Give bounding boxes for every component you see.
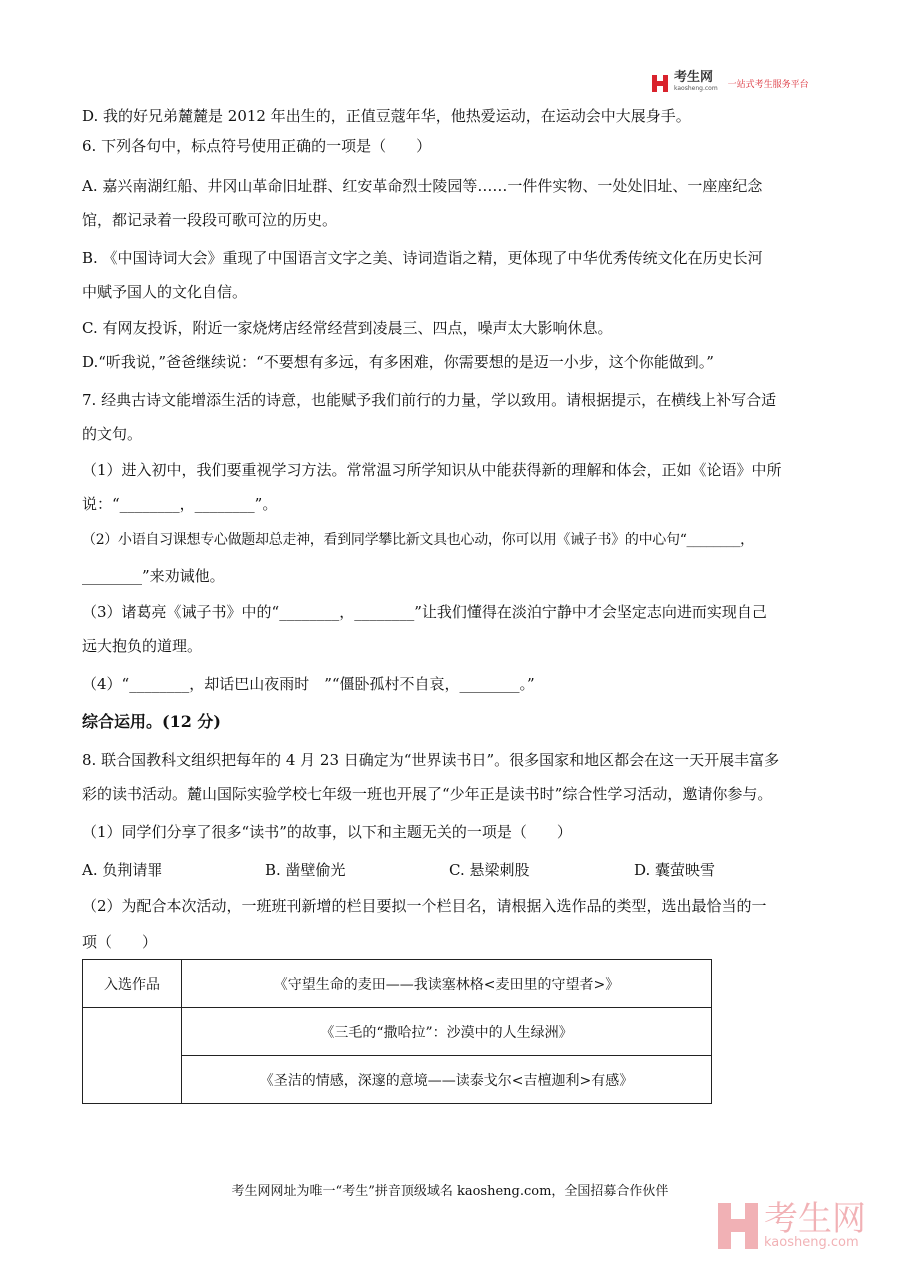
table-row bbox=[83, 1008, 712, 1056]
table-cell: 《守望生命的麦田——我读塞林格<麦田里的守望者>》 bbox=[182, 960, 712, 1008]
table-cell: 《三毛的“撒哈拉”：沙漠中的人生绿洲》 bbox=[182, 1008, 712, 1056]
q7-part2: （2）小语自习课想专心做题却总走神，看到同学攀比新文具也心动，你可以用《诫子书》的中心句“________， bbox=[82, 532, 754, 548]
section-heading: 综合运用。(12 分) bbox=[82, 712, 221, 731]
q8-option-a: A. 负荆请罪 bbox=[82, 861, 163, 879]
table-empty-cell bbox=[83, 1008, 182, 1104]
q8-option-d: D. 囊萤映雪 bbox=[634, 861, 716, 879]
table-cell: 《圣洁的情感，深邃的意境——读泰戈尔<吉檀迦利>有感》 bbox=[182, 1056, 712, 1104]
q6-option-b: B. 《中国诗词大会》重现了中国语言文字之美、诗词造诣之精，更体现了中华优秀传统文化在历史长河 bbox=[82, 249, 763, 267]
q7-part4: （4）“________，却话巴山夜雨时 ”“僵卧孤村不自哀，________。” bbox=[82, 675, 535, 693]
table-row bbox=[83, 960, 712, 1008]
q8-option-b: B. 凿壁偷光 bbox=[265, 861, 346, 879]
kaosheng-logo-icon bbox=[652, 75, 668, 92]
q7-stem-cont: 的文句。 bbox=[82, 425, 143, 443]
page-footer: 考生网网址为唯一“考生”拼音顶级域名 kaosheng.com，全国招募合作伙伴 bbox=[231, 1184, 669, 1199]
header-logo bbox=[652, 72, 809, 94]
q8-stem: 8. 联合国教科文组织把每年的 4 月 23 日确定为“世界读书日”。很多国家和地区都会在这一天开展丰富多 bbox=[82, 751, 780, 769]
q7-part1: （1）进入初中，我们要重视学习方法。常常温习所学知识从中能获得新的理解和体会，正如《论语》中所 bbox=[82, 461, 782, 479]
q6-stem: 6. 下列各句中，标点符号使用正确的一项是（ ） bbox=[82, 137, 432, 155]
q7-part2-cont: ________”来劝诫他。 bbox=[82, 567, 225, 585]
q7-part3: （3）诸葛亮《诫子书》中的“________，________”让我们懂得在淡泊宁静中才会坚定志向进而实现自己 bbox=[82, 603, 767, 621]
q8-part1: （1）同学们分享了很多“读书”的故事，以下和主题无关的一项是（ ） bbox=[82, 823, 572, 841]
q8-stem-cont: 彩的读书活动。麓山国际实验学校七年级一班也开展了“少年正是读书时”综合性学习活动，邀请你参与。 bbox=[82, 785, 773, 803]
logo-slogan: 一站式考生服务平台 bbox=[727, 79, 809, 90]
table-header-cell: 入选作品 bbox=[83, 960, 182, 1008]
kaosheng-watermark-icon bbox=[718, 1203, 758, 1249]
q8-part2: （2）为配合本次活动，一班班刊新增的栏目要拟一个栏目名，请根据入选作品的类型，选出最恰当的一 bbox=[82, 897, 767, 915]
q5-option-d: D. 我的好兄弟麓麓是 2012 年出生的，正值豆蔻年华，他热爱运动，在运动会中大展身手。 bbox=[82, 107, 691, 125]
q6-option-b-cont: 中赋予国人的文化自信。 bbox=[82, 283, 248, 301]
q8-part2-cont: 项（ ） bbox=[82, 933, 158, 951]
works-table bbox=[82, 959, 712, 1104]
q8-option-c: C. 悬梁刺股 bbox=[449, 861, 530, 879]
q7-part3-cont: 远大抱负的道理。 bbox=[82, 637, 203, 655]
q6-option-a-cont: 馆，都记录着一段段可歌可泣的历史。 bbox=[82, 211, 338, 229]
q6-option-c: C. 有网友投诉，附近一家烧烤店经常经营到凌晨三、四点，噪声太大影响休息。 bbox=[82, 319, 613, 337]
watermark: 考生网 kaosheng.com bbox=[718, 1202, 866, 1250]
q6-option-d: D.“听我说，”爸爸继续说：“不要想有多远，有多困难，你需要想的是迈一小步，这个你能做到。” bbox=[82, 353, 714, 371]
q7-part1-cont: 说：“________，________”。 bbox=[82, 495, 278, 513]
logo-brand: 考生网 kaosheng.com bbox=[674, 70, 718, 92]
q7-stem: 7. 经典古诗文能增添生活的诗意，也能赋予我们前行的力量，学以致用。请根据提示，在横线上补写合适 bbox=[82, 391, 777, 409]
q6-option-a: A. 嘉兴南湖红船、井冈山革命旧址群、红安革命烈士陵园等……一件件实物、一处处旧址、一座座纪念 bbox=[82, 177, 763, 195]
